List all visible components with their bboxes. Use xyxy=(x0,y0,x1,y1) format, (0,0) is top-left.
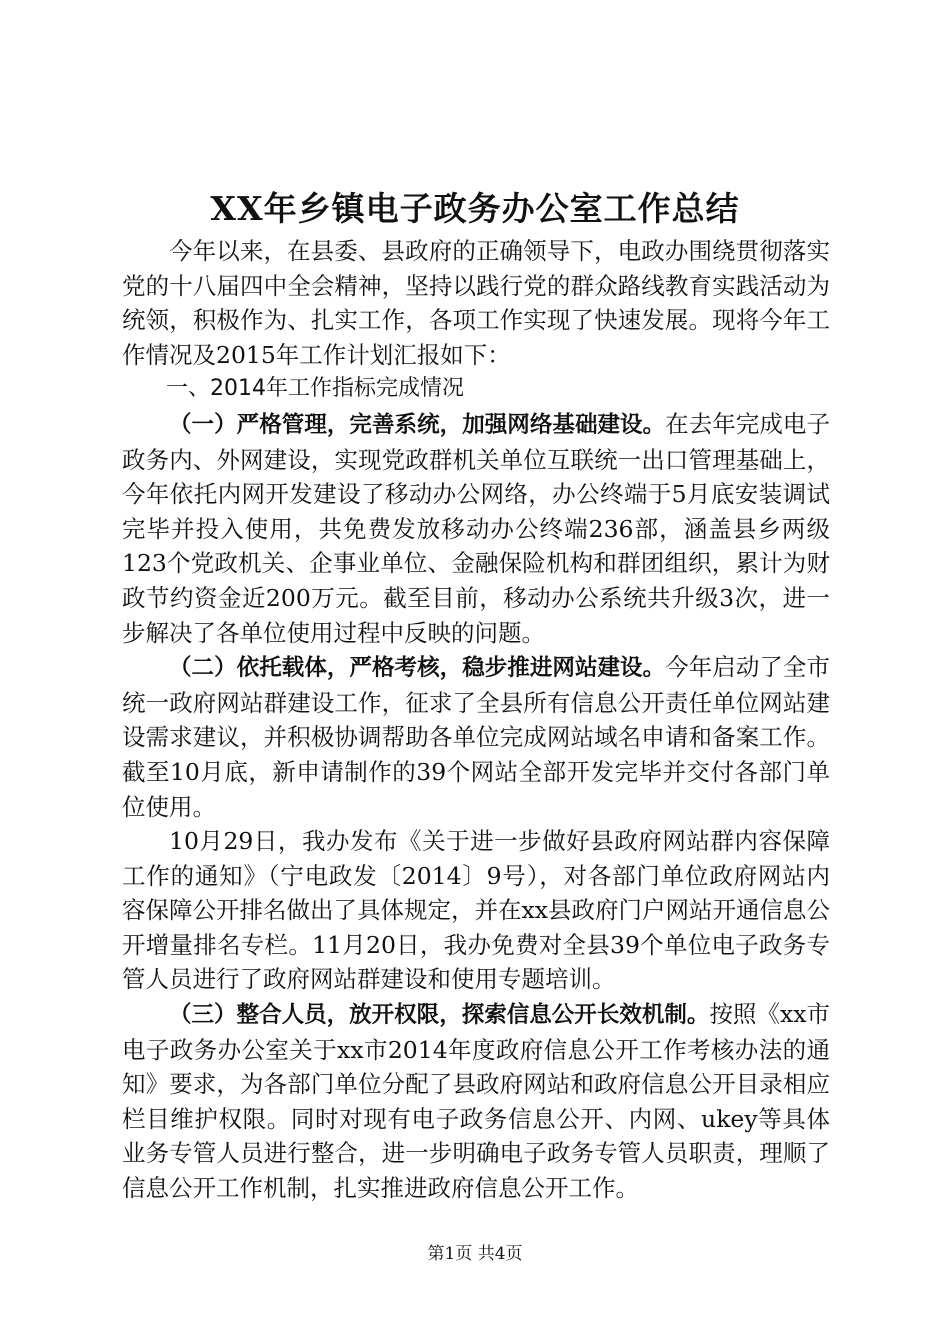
section-3-lead: （三）整合人员，放开权限，探索信息公开长效机制。 xyxy=(169,1002,710,1029)
document-body xyxy=(122,234,830,1206)
section-2-paragraph xyxy=(122,650,830,824)
intro-paragraph xyxy=(122,234,830,372)
paragraph-text: 在去年完成电子政务内、外网建设，实现党政群机关单位互联统一出口管理基础上，今年依托内网开发建设了移动办公网络，办公终端于5月底安装调试完毕并投入使用，共免费发放移动办公终端236部，涵盖县乡两级123个党政机关、企事业单位、金融保险机构和群团组织，累计为财政节约资金近200万元。截至目前，移动办公系统共升级3次，进一步解决了各单位使用过程中反映的问题。 xyxy=(122,409,830,647)
paragraph-text: 今年启动了全市统一政府网站群建设工作，征求了全县所有信息公开责任单位网站建设需求建议，并积极协调帮助各单位完成网站域名申请和备案工作。截至10月底，新申请制作的39个网站全部开发完毕并交付各部门单位使用。 xyxy=(122,653,830,821)
paragraph-text: 今年以来，在县委、县政府的正确领导下，电政办围绕贯彻落实党的十八届四中全会精神，坚持以践行党的群众路线教育实践活动为统领，积极作为、扎实工作，各项工作实现了快速发展。现将今年工作情况及2015年工作计划汇报如下： xyxy=(122,237,830,369)
section-2-followup-paragraph xyxy=(122,824,830,997)
section-1-lead: （一）严格管理，完善系统，加强网络基础建设。 xyxy=(169,411,666,438)
section-1-paragraph xyxy=(122,407,830,650)
heading-text: 一、2014年工作指标完成情况 xyxy=(166,376,464,402)
page-number: 第1页 共4页 xyxy=(427,1244,523,1264)
section-heading xyxy=(122,372,830,407)
paragraph-text: 10月29日，我办发布《关于进一步做好县政府网站群内容保障工作的通知》（宁电政发〔2014〕9号），对各部门单位政府网站内容保障公开排名做出了具体规定，并在xx县政府门户网站开通信息公开增量排名专栏。11月20日，我办免费对全县39个单位电子政务专管人员进行了政府网站群建设和使用专题培训。 xyxy=(122,827,831,994)
paragraph-text: 按照《xx市电子政务办公室关于xx市2014年度政府信息公开工作考核办法的通知》要求，为各部门单位分配了县政府网站和政府信息公开目录相应栏目维护权限。同时对现有电子政务信息公开、内网、ukey等具体业务专管人员进行整合，进一步明确电子政务专管人员职责，理顺了信息公开工作机制，扎实推进政府信息公开工作。 xyxy=(122,1000,830,1203)
section-3-paragraph xyxy=(122,997,830,1206)
document-title: XX年乡镇电子政务办公室工作总结 xyxy=(210,189,740,228)
section-2-lead: （二）依托载体，严格考核，稳步推进网站建设。 xyxy=(169,655,666,682)
